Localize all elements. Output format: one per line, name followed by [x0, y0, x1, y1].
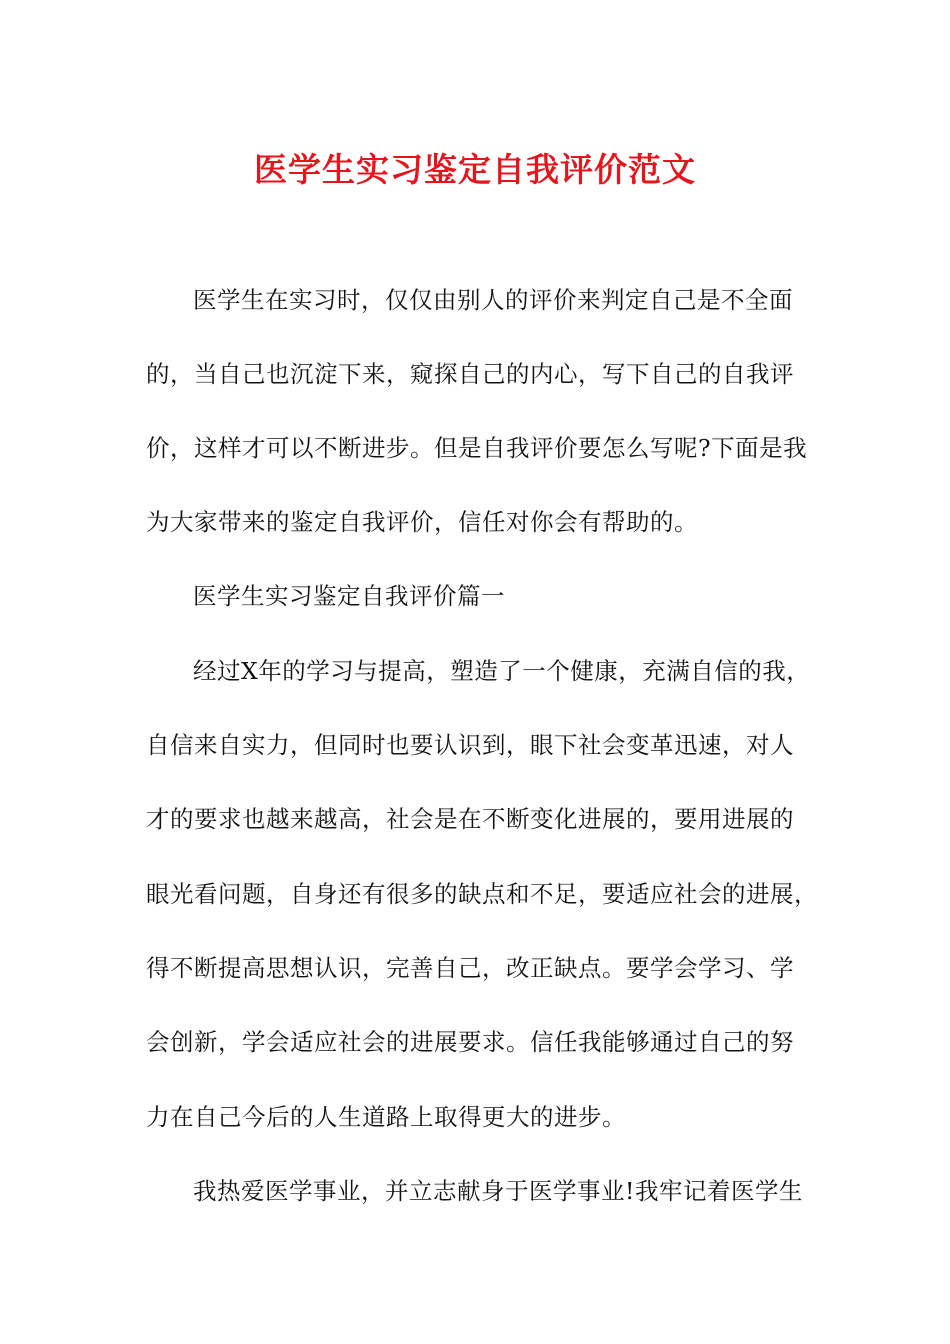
paragraph-2-line-4: 眼光看问题，自身还有很多的缺点和不足，要适应社会的进展， — [146, 880, 818, 908]
paragraph-2-line-7: 力在自己今后的人生道路上取得更大的进步。 — [146, 1103, 626, 1131]
paragraph-2-line-2: 自信来自实力，但同时也要认识到，眼下社会变革迅速，对人 — [146, 731, 794, 759]
paragraph-2-line-3: 才的要求也越来越高，社会是在不断变化进展的，要用进展的 — [146, 805, 794, 833]
paragraph-2-line-5: 得不断提高思想认识，完善自己，改正缺点。要学会学习、学 — [146, 954, 794, 982]
paragraph-1-line-4: 为大家带来的鉴定自我评价，信任对你会有帮助的。 — [146, 508, 698, 536]
paragraph-2-line-1: 经过X年的学习与提高，塑造了一个健康，充满自信的我， — [193, 657, 811, 685]
paragraph-1-line-3: 价，这样才可以不断进步。但是自我评价要怎么写呢?下面是我 — [146, 434, 808, 462]
paragraph-1-line-2: 的，当自己也沉淀下来，窥探自己的内心，写下自己的自我评 — [146, 360, 794, 388]
paragraph-2-line-6: 会创新，学会适应社会的进展要求。信任我能够通过自己的努 — [146, 1028, 794, 1056]
paragraph-3-line-1: 我热爱医学事业，并立志献身于医学事业!我牢记着医学生 — [193, 1177, 803, 1205]
document-title: 医学生实习鉴定自我评价范文 — [254, 150, 696, 189]
section-heading: 医学生实习鉴定自我评价篇一 — [193, 582, 505, 610]
paragraph-1-line-1: 医学生在实习时，仅仅由别人的评价来判定自己是不全面 — [193, 286, 793, 314]
